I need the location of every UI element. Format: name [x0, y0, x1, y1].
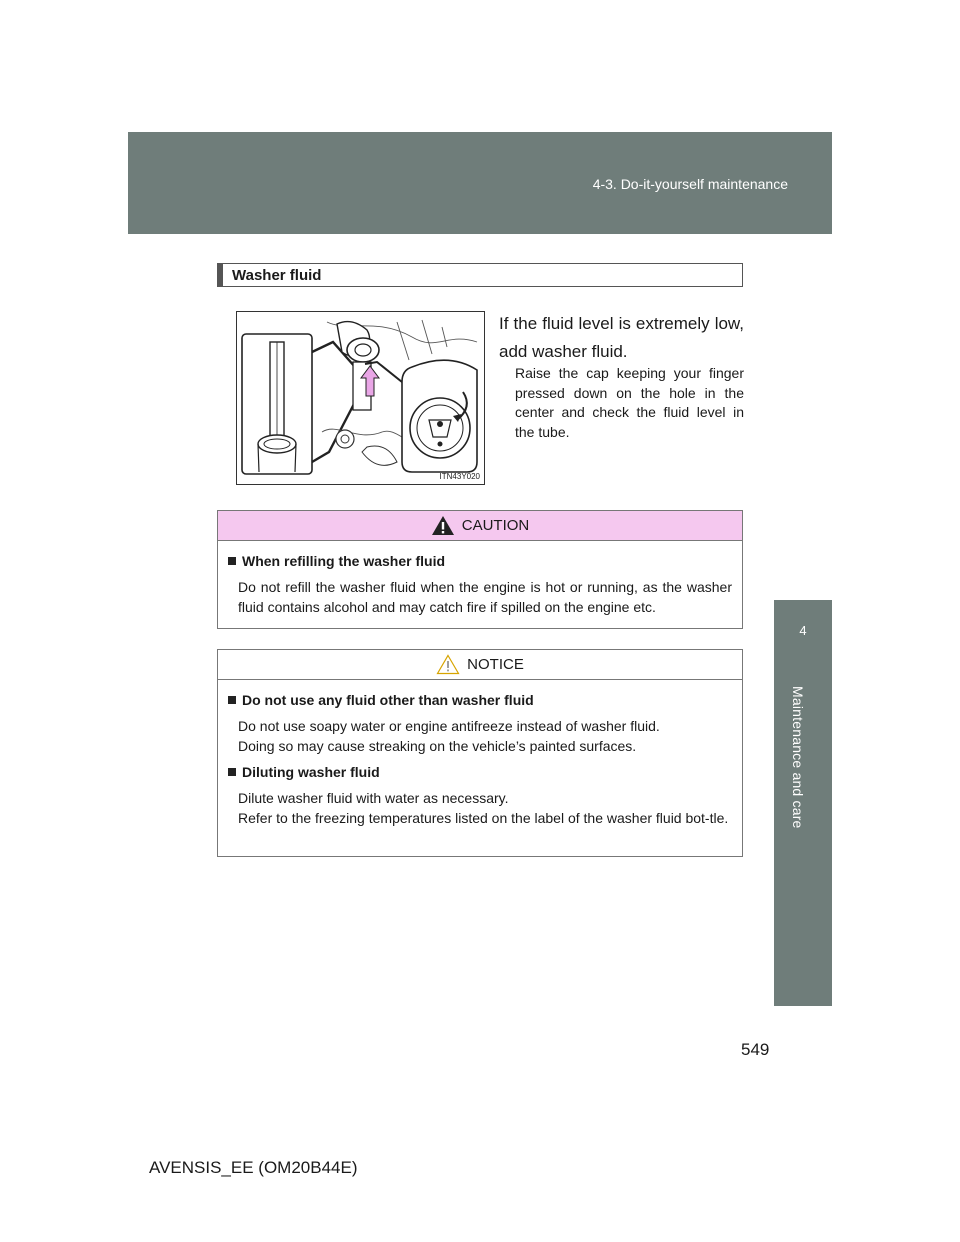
footer-model-code: AVENSIS_EE (OM20B44E) [149, 1158, 358, 1177]
washer-tank-drawing [237, 312, 484, 484]
washer-fluid-illustration [236, 311, 485, 485]
warning-triangle-icon [431, 515, 455, 536]
caution-title: CAUTION [461, 517, 530, 534]
figure-code: ITN43Y020 [439, 472, 480, 481]
caution-header [218, 511, 742, 541]
notice-item-title [228, 692, 732, 708]
notice-item-line: Dilute washer fluid with water as necessary. [238, 790, 509, 806]
bullet-square-icon [228, 557, 236, 565]
notice-item-title-text: Diluting washer fluid [242, 764, 380, 780]
chapter-tab [774, 600, 832, 664]
caution-box [217, 510, 743, 629]
step-paragraph: Raise the cap keeping your finger pressed down on the hole in the center and check the fluid level in the tube. [515, 365, 744, 440]
notice-item-line: Refer to the freezing temperatures listed on the label of the washer fluid bot-tle. [238, 810, 729, 826]
notice-item-text [228, 788, 732, 828]
notice-item-title [228, 764, 732, 780]
notice-item-text [228, 716, 732, 756]
caution-item-title [228, 553, 732, 569]
chapter-strip [774, 664, 832, 1006]
notice-item-line: Do not use soapy water or engine antifreeze instead of washer fluid. [238, 718, 660, 734]
caution-item-text: Do not refill the washer fluid when the engine is hot or running, as the washer fluid contains alcohol and may catch fire if spilled on the engine etc. [238, 579, 732, 615]
section-title: Washer fluid [232, 266, 322, 284]
bullet-square-icon [228, 696, 236, 704]
header-band [128, 132, 832, 234]
heading-bar [218, 264, 223, 286]
chapter-number: 4 [799, 623, 807, 638]
notice-title: NOTICE [467, 656, 524, 673]
page-number: 549 [741, 1040, 770, 1059]
intro-paragraph: If the fluid level is extremely low, add washer fluid. [499, 314, 744, 361]
notice-box [217, 649, 743, 857]
notice-item-title-text: Do not use any fluid other than washer fluid [242, 692, 534, 708]
chapter-label: Maintenance and care [790, 686, 806, 829]
notice-header [218, 650, 742, 680]
notice-item-line: Doing so may cause streaking on the vehicle’s painted surfaces. [238, 738, 637, 754]
caution-item-title-text: When refilling the washer fluid [242, 553, 446, 569]
section-heading [217, 263, 743, 287]
bullet-square-icon [228, 768, 236, 776]
caution-outline-icon [436, 654, 460, 675]
section-label: 4-3. Do-it-yourself maintenance [592, 176, 788, 192]
